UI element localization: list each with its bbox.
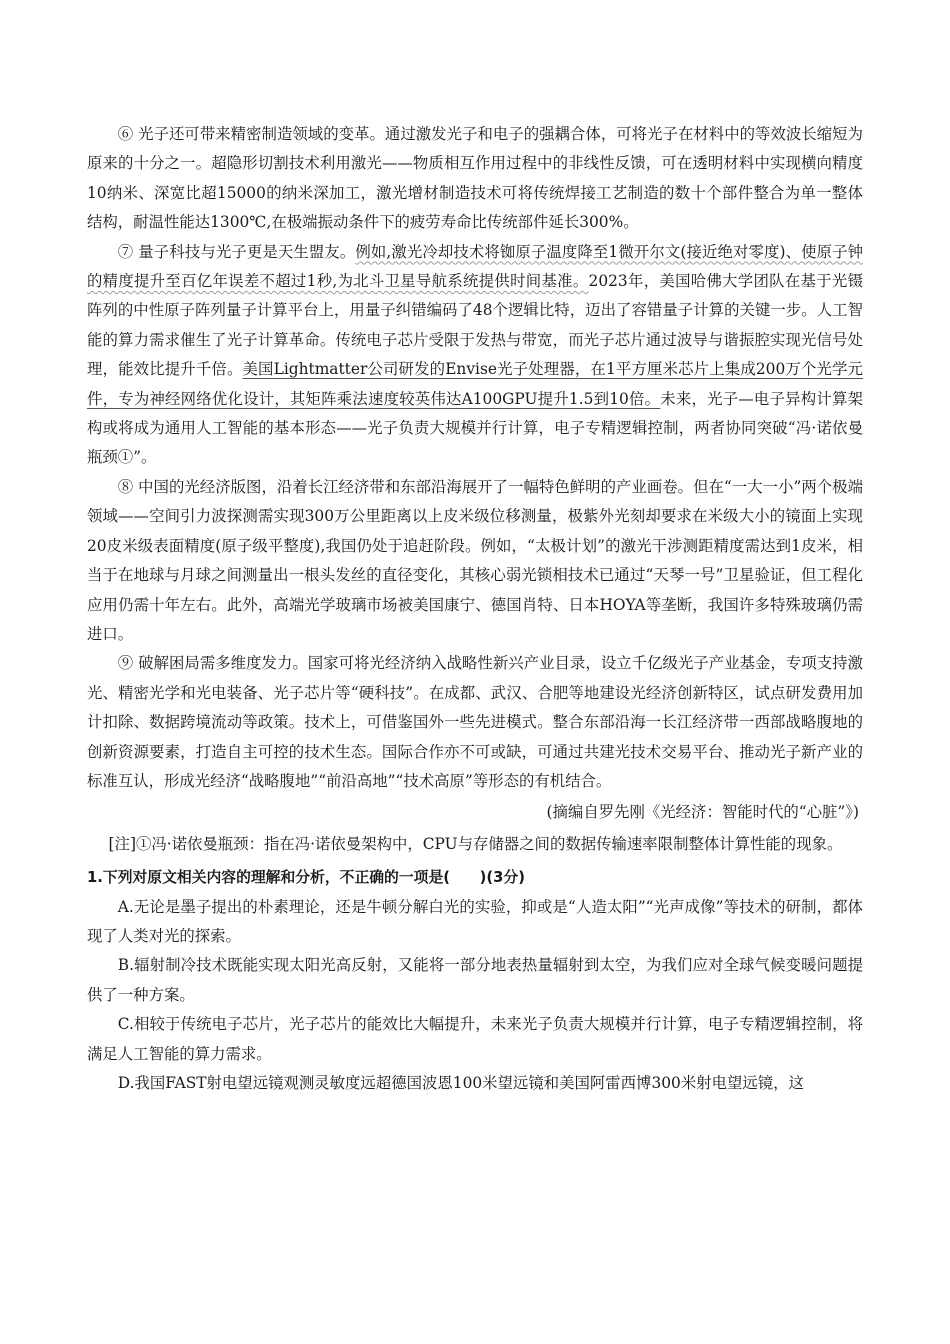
article-body bbox=[87, 120, 863, 1098]
option-c: C.相较于传统电子芯片，光子芯片的能效比大幅提升，未来光子负责大规模并行计算，电子专精逻辑控制，将满足人工智能的算力需求。 bbox=[87, 1015, 863, 1063]
paragraph-9: ⑨ 破解困局需多维度发力。国家可将光经济纳入战略性新兴产业目录，设立千亿级光子产业基金，专项支持激光、精密光学和光电装备、光子芯片等“硬科技”。在成都、武汉、合肥等地建设光经济创新特区，试点研发费用加计扣除、数据跨境流动等政策。技术上，可借鉴国外一些先进模式。整合东部沿海一长江经济带一西部战略腹地的创新资源要素，打造自主可控的技术生态。国际合作亦不可或缺，可通过共建光技术交易平台、推动光子新产业的标准互认，形成光经济“战略腹地”“前沿高地”“技术高原”等形态的有机结合。 bbox=[87, 654, 863, 790]
paragraph-7-tail: 未来，光子—电子异构计算架构或将成为通用人工智能的基本形态——光子负责大规模并行计算，电子专精逻辑控制，两者协同突破“冯·诺依曼瓶颈①”。 bbox=[87, 389, 863, 467]
paragraph-6: ⑥ 光子还可带来精密制造领域的变革。通过激发光子和电子的强耦合体，可将光子在材料中的等效波长缩短为原来的十分之一。超隐形切割技术利用激光——物质相互作用过程中的非线性反馈，可在透明材料中实现横向精度10纳米、深宽比超15000的纳米深加工，激光增材制造技术可将传统焊接工艺制造的数十个部件整合为单一整体结构，耐温性能达1300℃,在极端振动条件下的疲劳寿命比传统部件延长300%。 bbox=[87, 125, 863, 232]
option-d: D.我国FAST射电望远镜观测灵敏度远超德国波恩100米望远镜和美国阿雷西博300米射电望远镜，这 bbox=[117, 1074, 804, 1092]
underlined-sentence: 美国Lightmatter公司研发的Envise光子处理器，在1平方厘米芯片上集成200万个光学元件，专为神经网络优化设计，其矩阵乘法速度较英伟达A100GPU提升1.5到10倍。 bbox=[87, 360, 863, 408]
paragraph-7-lead: ⑦ 量子科技与光子更是天生盟友。 bbox=[117, 242, 356, 261]
option-a: A.无论是墨子提出的朴素理论，还是牛顿分解白光的实验，抑或是“人造太阳”“光声成像”等技术的研制，都体现了人类对光的探索。 bbox=[87, 897, 863, 945]
paragraph-8: ⑧ 中国的光经济版图，沿着长江经济带和东部沿海展开了一幅特色鲜明的产业画卷。但在“一大一小”两个极端领域——空间引力波探测需实现300万公里距离以上皮米级位移测量，极紫外光刻却要求在米级大小的镜面上实现20皮米级表面精度(原子级平整度),我国仍处于追赶阶段。例如，“太极计划”的激光干涉测距精度需达到1皮米，相当于在地球与月球之间测量出一根头发丝的直径变化，其核心弱光锁相技术已通过“天琴一号”卫星验证，但工程化应用仍需十年左右。此外，高端光学玻璃市场被美国康宁、德国肖特、日本HOYA等垄断，我国许多特殊玻璃仍需进口。 bbox=[87, 477, 863, 643]
question-stem: 1.下列对原文相关内容的理解和分析，不正确的一项是( )(3分) bbox=[87, 869, 525, 887]
footnote: [注]①冯·诺依曼瓶颈：指在冯·诺依曼架构中，CPU与存储器之间的数据传输速率限制整体计算性能的现象。 bbox=[108, 834, 843, 853]
article-source: (摘编自罗先刚《光经济：智能时代的“心脏”》) bbox=[546, 803, 859, 822]
paragraph-7 bbox=[87, 238, 863, 473]
paragraph-7-middle: 2023年，美国哈佛大学团队在基于光镊阵列的中性原子阵列量子计算平台上，用量子纠错编码了48个逻辑比特，迈出了容错量子计算的关键一步。人工智能的算力需求催生了光子计算革命。传统电子芯片受限于发热与带宽，而光子芯片通过波导与谐振腔实现光信号处理，能效比提升千倍。 bbox=[87, 272, 864, 379]
option-b: B.辐射制冷技术既能实现太阳光高反射，又能将一部分地表热量辐射到太空，为我们应对全球气候变暖问题提供了一种方案。 bbox=[87, 956, 863, 1004]
wavy-underlined-sentence: 例如,激光冷却技术将铷原子温度降至1微开尔文(接近绝对零度)、使原子钟的精度提升至百亿年误差不超过1秒,为北斗卫星导航系统提供时间基准。 bbox=[87, 242, 863, 291]
